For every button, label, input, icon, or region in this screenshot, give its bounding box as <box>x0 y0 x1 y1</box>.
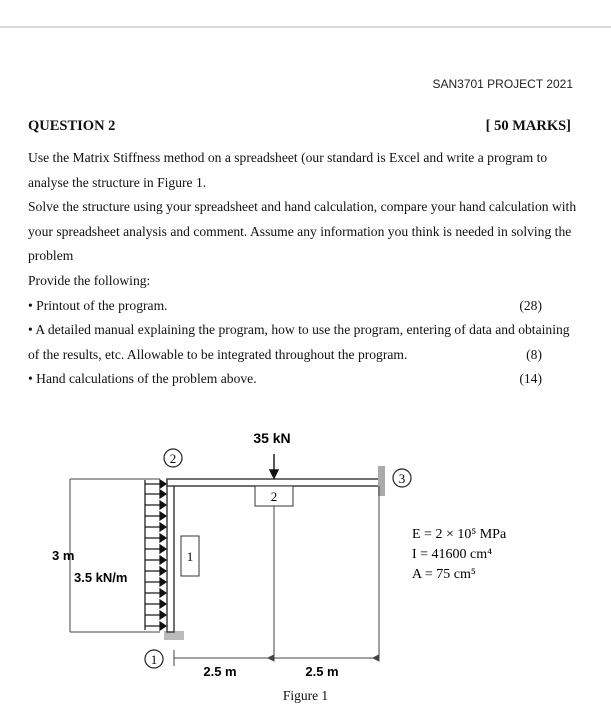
distributed-load-label: 3.5 kN/m <box>74 570 128 585</box>
deliverable-printout <box>28 294 578 319</box>
property-i: I = 41600 cm⁴ <box>412 547 493 562</box>
point-load-label: 35 kN <box>253 430 291 446</box>
height-label: 3 m <box>52 548 75 563</box>
deliverable-text: • A detailed manual explaining the program, how to use the program, entering of data and obtaining of the results, etc. Allowable to be integrated throughout the program. <box>28 322 570 362</box>
deliverable-text: • Hand calculations of the problem above. <box>28 371 257 387</box>
question-body <box>28 146 578 392</box>
beam-member <box>167 479 379 486</box>
node-3-label: 3 <box>398 471 406 486</box>
paragraph-provide: Provide the following: <box>28 272 151 288</box>
question-marks: [ 50 MARKS] <box>485 118 571 134</box>
node-2-label: 2 <box>169 451 177 466</box>
property-a: A = 75 cm⁵ <box>412 567 476 582</box>
paragraph-solve: Solve the structure using your spreadsheet and hand calculation, compare your hand calculation with your spreadsheet analysis and comment. Assume any information you think is needed in solving the problem <box>28 199 577 264</box>
property-e: E = 2 × 10⁵ MPa <box>412 527 507 542</box>
span-left-label: 2.5 m <box>203 664 237 679</box>
deliverable-manual <box>28 318 578 367</box>
distributed-load-arrows <box>145 480 166 630</box>
point-load-arrow <box>270 454 278 478</box>
span-right-label: 2.5 m <box>305 664 339 679</box>
deliverable-marks: (14) <box>519 371 542 387</box>
top-bar <box>0 0 611 28</box>
height-dimension <box>70 479 160 632</box>
member-2-label: 2 <box>270 489 278 504</box>
question-title: QUESTION 2 <box>28 118 116 134</box>
deliverable-marks: (28) <box>519 297 542 313</box>
deliverable-marks: (8) <box>526 346 542 362</box>
frame-figure <box>0 412 611 723</box>
project-header: SAN3701 PROJECT 2021 <box>432 77 573 91</box>
column-member <box>167 480 174 632</box>
deliverable-hand-calc <box>28 367 578 392</box>
node-1-label: 1 <box>150 652 158 667</box>
deliverable-text: • Printout of the program. <box>28 297 168 313</box>
member-1-label: 1 <box>186 549 194 564</box>
paragraph-instructions: Use the Matrix Stiffness method on a spreadsheet (our standard is Excel and write a program to analyse the structure in Figure 1. <box>28 150 548 190</box>
figure-caption: Figure 1 <box>282 688 329 703</box>
